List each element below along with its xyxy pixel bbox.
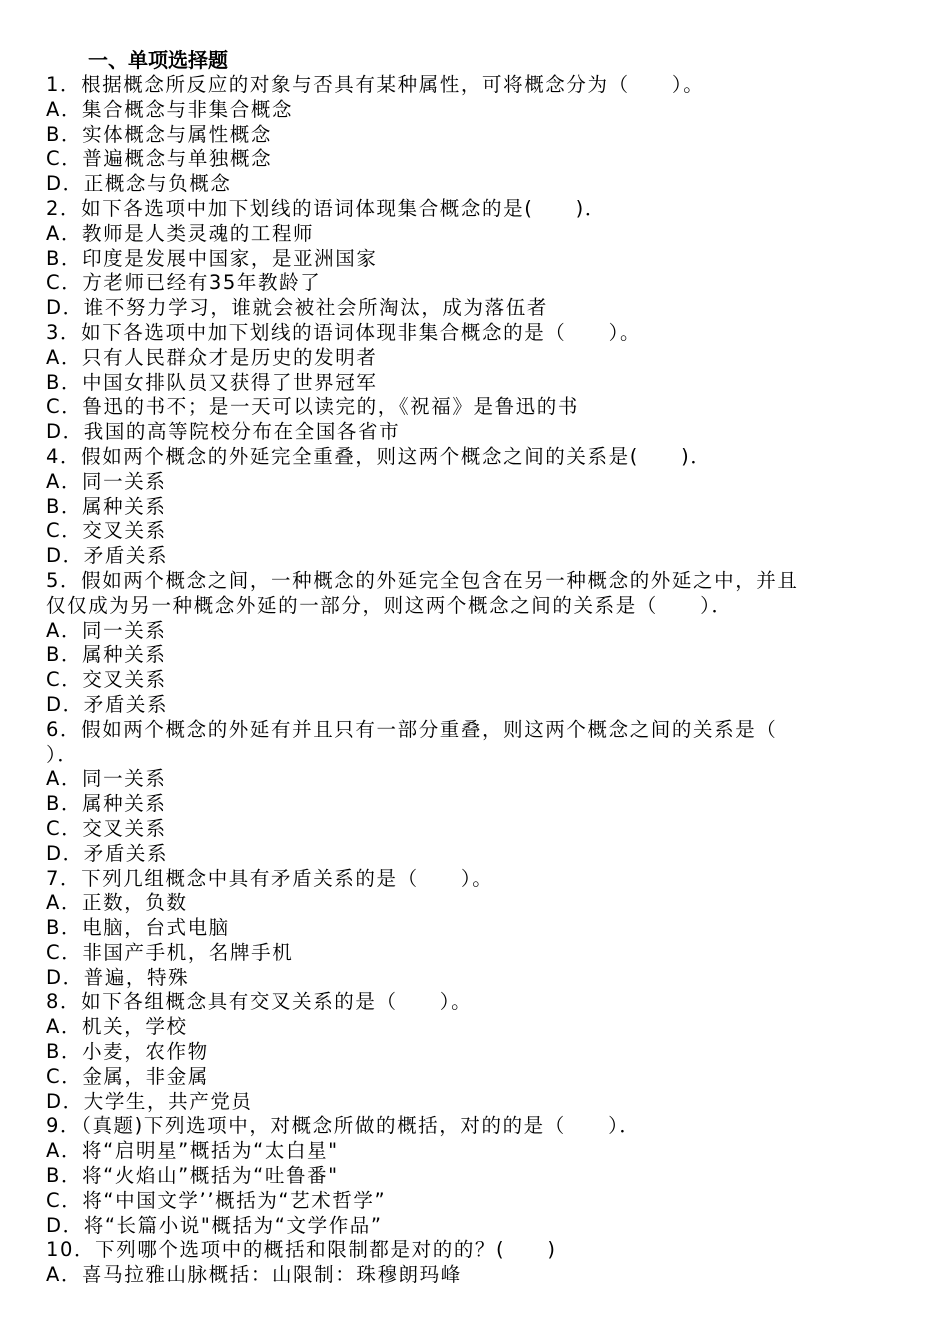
text-line: 3．如下各选项中加下划线的语词体现非集合概念的是（ ）。	[46, 320, 642, 344]
text-line: B．实体概念与属性概念	[46, 122, 272, 146]
text-line: 1．根据概念所反应的对象与否具有某种属性，可将概念分为（ ）。	[46, 73, 705, 96]
text-line: C．将“中国文学’’概括为“艺术哲学”	[46, 1188, 387, 1212]
text-line: A．同一关系	[46, 618, 167, 642]
text-line: B．将“火焰山”概括为“吐鲁番"	[46, 1164, 339, 1188]
question-list	[46, 73, 906, 1288]
text-line: ）．	[46, 742, 79, 766]
text-line: D．矛盾关系	[46, 692, 169, 716]
text-line: B．属种关系	[46, 643, 167, 667]
text-line: 仅仅成为另一种概念外延的一部分，则这两个概念之间的关系是（ ）．	[46, 593, 733, 617]
text-line: 8．如下各组概念具有交叉关系的是（ ）。	[46, 990, 473, 1014]
section-heading: 一、单项选择题	[88, 48, 228, 72]
text-line: C．普遍概念与单独概念	[46, 147, 273, 171]
text-line: D．大学生，共产党员	[46, 1089, 253, 1113]
text-line: A．集合概念与非集合概念	[46, 97, 294, 121]
text-line: A．只有人民群众才是历史的发明者	[46, 345, 378, 369]
text-line: 4．假如两个概念的外延完全重叠，则这两个概念之间的关系是( )．	[46, 444, 712, 468]
text-line: A．喜马拉雅山脉概括：山限制：珠穆朗玛峰	[46, 1263, 462, 1287]
text-line: A．教师是人类灵魂的工程师	[46, 221, 315, 245]
text-line: 6．假如两个概念的外延有并且只有一部分重叠，则这两个概念之间的关系是（	[46, 717, 778, 741]
text-line: B．中国女排队员又获得了世界冠军	[46, 370, 378, 394]
text-line: A．将“启明星”概括为“太白星"	[46, 1139, 339, 1163]
text-line: A．正数，负数	[46, 891, 188, 915]
text-line: D．将“长篇小说"概括为“文学作品”	[46, 1213, 383, 1237]
text-line: D．矛盾关系	[46, 544, 169, 568]
text-line: C．金属，非金属	[46, 1064, 209, 1088]
text-line: D．正概念与负概念	[46, 172, 232, 196]
text-line: B．印度是发展中国家，是亚洲国家	[46, 246, 378, 270]
text-line: D．矛盾关系	[46, 841, 169, 865]
text-line: D．谁不努力学习，谁就会被社会所淘汰，成为落伍者	[46, 296, 548, 320]
text-line: A．机关，学校	[46, 1015, 188, 1039]
text-line: C．交叉关系	[46, 816, 167, 840]
text-line: D．我国的高等院校分布在全国各省市	[46, 420, 401, 444]
text-line: C．交叉关系	[46, 668, 167, 692]
text-line: C．非国产手机，名牌手机	[46, 940, 294, 964]
text-line: 7．下列几组概念中具有矛盾关系的是（ ）。	[46, 866, 494, 890]
text-line: B．属种关系	[46, 494, 167, 518]
text-line: D．普遍，特殊	[46, 965, 190, 989]
text-line: A．同一关系	[46, 469, 167, 493]
text-line: A．同一关系	[46, 767, 167, 791]
text-line: C．交叉关系	[46, 519, 167, 543]
text-line: 10．下列哪个选项中的概括和限制都是对的的？( )	[46, 1238, 557, 1262]
text-line: B．属种关系	[46, 792, 167, 816]
text-line: 5．假如两个概念之间，一种概念的外延完全包含在另一种概念的外延之中，并且	[46, 568, 799, 592]
text-line: B．小麦，农作物	[46, 1040, 209, 1064]
text-line: B．电脑，台式电脑	[46, 916, 230, 940]
text-line: C．鲁迅的书不；是一天可以读完的，《祝福》是鲁迅的书	[46, 395, 579, 419]
text-line: 2．如下各选项中加下划线的语词体现集合概念的是( )．	[46, 196, 606, 220]
text-line: 9．（真题)下列选项中，对概念所做的概括，对的的是（ ）．	[46, 1114, 641, 1138]
text-line: C．方老师已经有35年教龄了	[46, 271, 322, 295]
